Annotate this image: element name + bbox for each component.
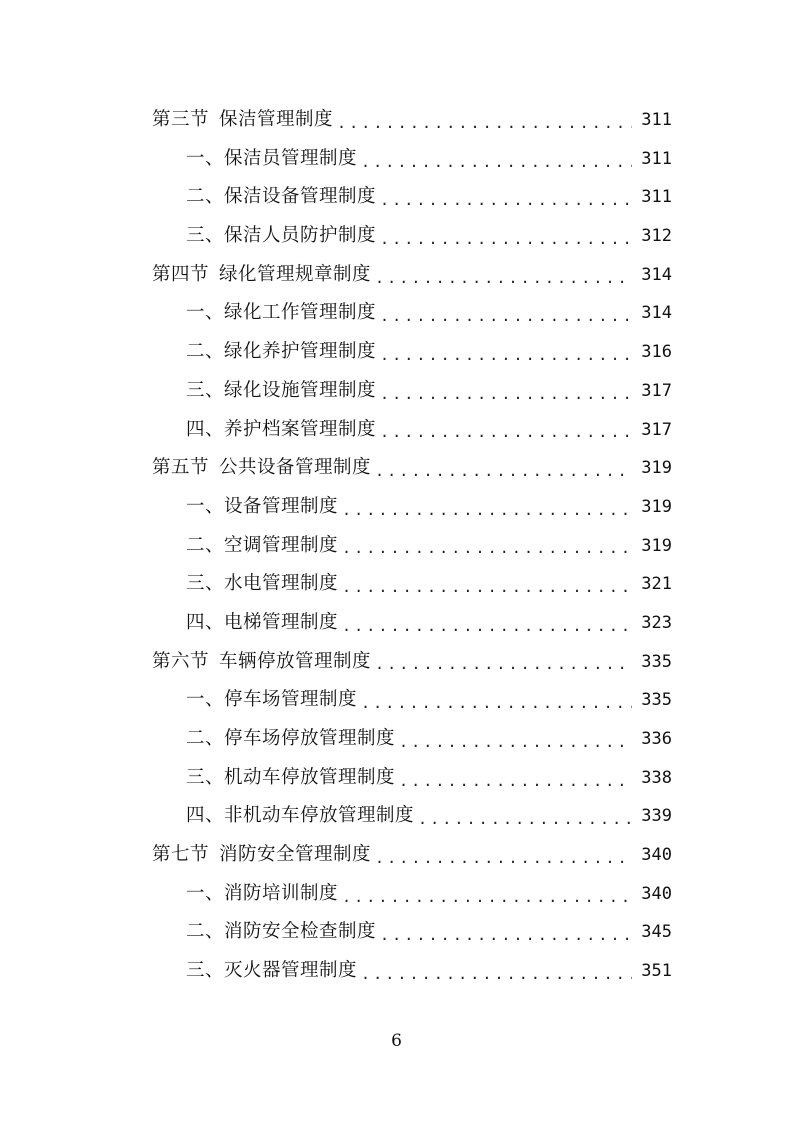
toc-page-number: 336	[641, 729, 672, 749]
dot-leader	[380, 309, 632, 324]
toc-page-number: 319	[641, 458, 672, 479]
toc-entry	[152, 836, 672, 875]
toc-title	[186, 527, 338, 566]
toc-entry	[186, 294, 672, 333]
toc-title-text: 车辆停放管理制度	[219, 650, 372, 672]
toc-title-text: 灭火器管理制度	[224, 960, 358, 982]
toc-page-number: 312	[641, 226, 672, 247]
toc-entry	[186, 681, 672, 720]
toc-number: 三、	[186, 766, 225, 788]
toc-entry	[152, 449, 672, 488]
toc-page-number: 323	[641, 612, 672, 633]
toc-item-row	[0, 372, 793, 411]
toc-page-number: 314	[641, 264, 672, 285]
toc-title-text: 公共设备管理制度	[219, 457, 372, 479]
toc-title-text: 保洁人员防护制度	[224, 225, 377, 247]
toc-entry	[186, 952, 672, 991]
toc-title-text: 水电管理制度	[224, 573, 339, 595]
dot-leader	[342, 619, 632, 634]
toc-title-text: 停车场停放管理制度	[224, 728, 396, 749]
toc-entry	[186, 527, 672, 566]
toc-number: 二、	[186, 534, 225, 556]
toc-title-text: 机动车停放管理制度	[224, 766, 396, 788]
toc-title	[186, 797, 414, 836]
toc-title-text: 非机动车停放管理制度	[224, 805, 415, 827]
toc-item-row	[0, 681, 793, 720]
toc-page-number: 317	[641, 380, 672, 401]
dot-leader	[399, 774, 632, 789]
toc-entry	[152, 256, 672, 295]
toc-title	[152, 836, 371, 875]
toc-entry	[186, 333, 672, 372]
toc-entry	[186, 913, 672, 952]
toc-title	[152, 101, 333, 140]
toc-entry	[186, 875, 672, 914]
dot-leader	[342, 890, 632, 905]
toc-title-text: 保洁设备管理制度	[224, 186, 377, 208]
toc-entry	[186, 797, 672, 836]
dot-leader	[380, 425, 632, 440]
dot-leader	[342, 503, 632, 518]
toc-title	[186, 372, 376, 411]
toc-item-row	[0, 140, 793, 179]
toc-item-row	[0, 488, 793, 527]
toc-number: 第五节	[152, 457, 210, 479]
dot-leader	[375, 851, 632, 866]
toc-section-row	[0, 643, 793, 682]
toc-title-text: 消防安全检查制度	[224, 921, 377, 943]
dot-leader	[342, 580, 632, 595]
toc-number: 二、	[186, 341, 225, 363]
toc-entry	[186, 488, 672, 527]
toc-title-text: 养护档案管理制度	[224, 418, 377, 440]
toc-number: 二、	[186, 921, 225, 943]
toc-title	[186, 333, 376, 372]
toc-number: 三、	[186, 225, 225, 247]
toc-entry	[152, 101, 672, 140]
dot-leader	[342, 541, 632, 556]
toc-section-row	[0, 101, 793, 140]
toc-entry	[186, 372, 672, 411]
toc-page-number: 319	[641, 496, 672, 517]
toc-entry	[186, 565, 672, 604]
dot-leader	[361, 155, 632, 170]
toc-entry	[186, 604, 672, 643]
toc-number: 第六节	[152, 650, 210, 672]
toc-title-text: 绿化养护管理制度	[224, 341, 377, 363]
toc-number: 一、	[186, 495, 225, 517]
toc-title-text: 绿化工作管理制度	[224, 302, 377, 324]
toc-title	[186, 178, 376, 217]
toc-page-number: 335	[641, 690, 672, 711]
toc-number: 一、	[186, 689, 225, 711]
toc-title	[152, 256, 371, 295]
toc-title	[186, 294, 376, 333]
toc-number: 三、	[186, 573, 225, 595]
toc-item-row	[0, 759, 793, 798]
toc-title-text: 消防安全管理制度	[219, 844, 372, 866]
toc-title	[186, 411, 376, 450]
toc-page-number: 311	[641, 110, 672, 130]
toc-page-number: 319	[641, 535, 672, 556]
toc-item-row	[0, 527, 793, 566]
toc-item-row	[0, 797, 793, 836]
toc-title	[186, 875, 338, 914]
dot-leader	[399, 735, 632, 750]
dot-leader	[418, 812, 632, 827]
dot-leader	[375, 464, 632, 479]
toc-title	[152, 643, 371, 682]
toc-item-row	[0, 875, 793, 914]
toc-item-row	[0, 217, 793, 256]
toc-title	[186, 604, 338, 643]
toc-entry	[186, 759, 672, 798]
toc-title	[186, 565, 338, 604]
dot-leader	[361, 967, 632, 982]
toc-title	[186, 488, 338, 527]
dot-leader	[375, 271, 632, 286]
toc-item-row	[0, 178, 793, 217]
toc-page-number: 335	[641, 651, 672, 672]
toc-page-number: 321	[641, 574, 672, 595]
toc-number: 三、	[186, 379, 225, 401]
toc-number: 四、	[186, 418, 225, 440]
toc-title-text: 设备管理制度	[224, 495, 339, 517]
toc-title-text: 保洁员管理制度	[224, 147, 358, 169]
toc-section-row	[0, 836, 793, 875]
toc-page-number: 345	[641, 922, 672, 943]
toc-number: 三、	[186, 960, 225, 982]
toc-number: 四、	[186, 805, 225, 827]
toc-page-number: 339	[641, 806, 672, 827]
toc-entry	[186, 720, 672, 759]
toc-entry	[186, 217, 672, 256]
toc-item-row	[0, 604, 793, 643]
toc-title-text: 绿化设施管理制度	[224, 379, 377, 401]
toc-number: 第四节	[152, 263, 210, 285]
toc-page-number: 338	[641, 767, 672, 788]
dot-leader	[337, 116, 632, 131]
toc-page-number: 314	[641, 303, 672, 324]
toc-section-row	[0, 256, 793, 295]
toc-item-row	[0, 565, 793, 604]
toc-title	[186, 913, 376, 952]
toc-number: 二、	[186, 186, 225, 208]
dot-leader	[361, 696, 632, 711]
toc-title-text: 空调管理制度	[224, 534, 339, 556]
toc-item-row	[0, 294, 793, 333]
toc-title	[186, 140, 357, 179]
toc-number: 一、	[186, 302, 225, 324]
toc-title-text: 消防培训制度	[224, 882, 339, 904]
toc-entry	[186, 140, 672, 179]
dot-leader	[375, 657, 632, 672]
toc-page-number: 311	[641, 187, 672, 208]
toc-section-row	[0, 449, 793, 488]
toc-entry	[152, 643, 672, 682]
toc-number: 四、	[186, 611, 225, 633]
toc-page-number: 340	[641, 883, 672, 904]
table-of-contents	[0, 101, 793, 991]
toc-title	[186, 720, 395, 759]
toc-entry	[186, 411, 672, 450]
toc-entry	[186, 178, 672, 217]
toc-page-number: 351	[641, 961, 672, 982]
toc-title	[186, 681, 357, 720]
toc-page-number: 311	[641, 148, 672, 169]
dot-leader	[380, 928, 632, 943]
toc-number: 一、	[186, 147, 225, 169]
toc-page-number: 317	[641, 419, 672, 440]
dot-leader	[380, 348, 632, 363]
toc-item-row	[0, 411, 793, 450]
toc-item-row	[0, 333, 793, 372]
toc-number: 第三节	[152, 109, 210, 130]
toc-title	[186, 952, 357, 991]
toc-page-number: 316	[641, 342, 672, 363]
toc-title-text: 保洁管理制度	[219, 109, 334, 130]
page-number: 6	[391, 1031, 402, 1051]
toc-page-number: 340	[641, 845, 672, 866]
toc-title	[152, 449, 371, 488]
toc-item-row	[0, 952, 793, 991]
toc-item-row	[0, 913, 793, 952]
toc-number: 第七节	[152, 844, 210, 866]
toc-title-text: 绿化管理规章制度	[219, 263, 372, 285]
toc-title-text: 停车场管理制度	[224, 689, 358, 711]
toc-title	[186, 759, 395, 798]
toc-title	[186, 217, 376, 256]
toc-number: 二、	[186, 728, 225, 749]
dot-leader	[380, 387, 632, 402]
toc-number: 一、	[186, 882, 225, 904]
dot-leader	[380, 232, 632, 247]
toc-title-text: 电梯管理制度	[224, 611, 339, 633]
dot-leader	[380, 193, 632, 208]
toc-item-row	[0, 720, 793, 759]
